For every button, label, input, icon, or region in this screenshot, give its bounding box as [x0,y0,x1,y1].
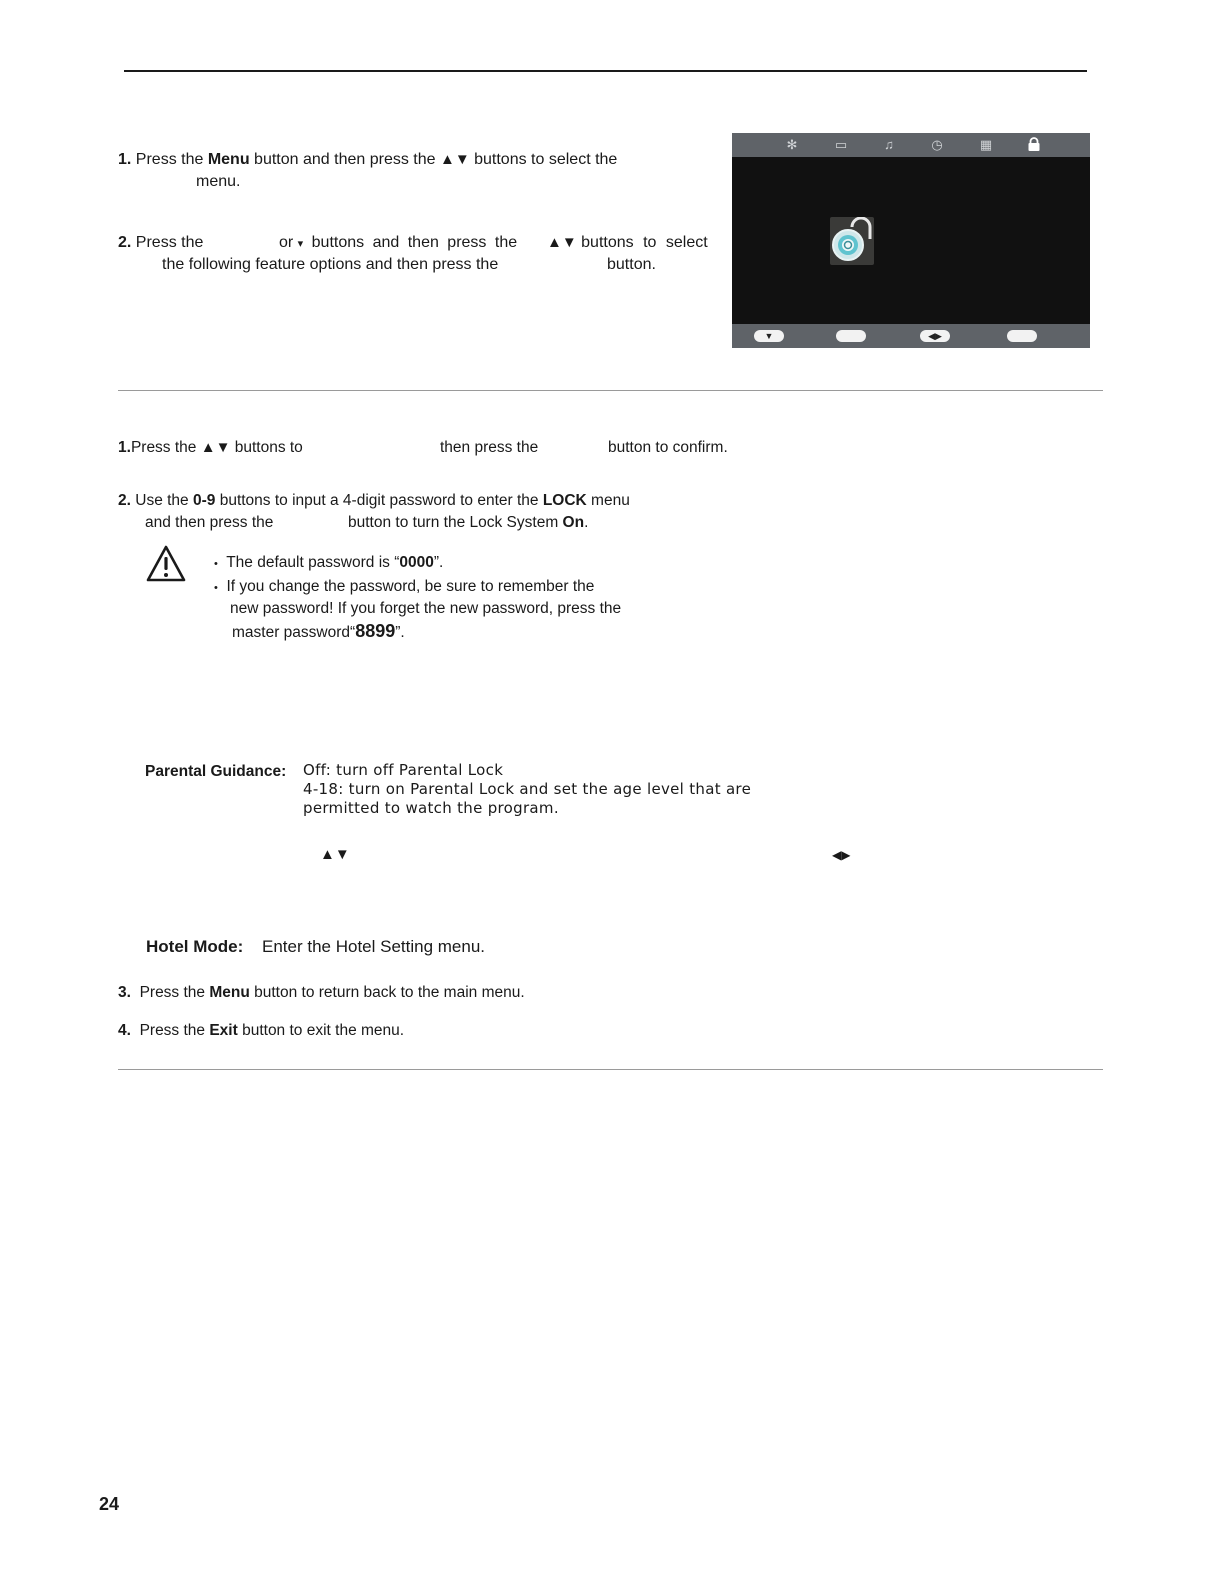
step-1-intro: 1. Press the Menu button and then press the ▲▼ buttons to select the [118,151,618,168]
note-default-password: • The default password is “0000”. [214,554,444,571]
step-2-intro-line2: the following feature options and then press the [162,256,499,273]
step-2-intro: 2. Press the [118,234,204,251]
parental-guidance-label: Parental Guidance: [145,763,287,780]
tv-menu-hint-bar [732,324,1090,348]
clock-icon: ◷ [931,137,943,152]
lock-step-4: 4. Press the Exit button to exit the menu. [118,1022,405,1039]
step-2-intro-end: ▲▼ buttons to select [547,234,708,251]
section-divider-1 [118,390,1103,391]
music-icon: ♫ [884,137,894,152]
note-master-password: master password“8899”. [232,621,405,641]
lock-step-2-line2: and then press the [145,514,274,531]
up-down-arrows: ▲▼ [320,846,350,863]
padlock-image [830,217,874,265]
top-rule [124,70,1087,72]
hotel-mode-label: Hotel Mode: [146,937,244,956]
warning-icon [145,544,187,584]
lock-step-3: 3. Press the Menu button to return back to the main menu. [118,984,525,1001]
lock-step-2: 2. Use the 0-9 buttons to input a 4-digit password to enter the LOCK menu [118,492,630,509]
hint-pill-4 [1007,330,1037,342]
grid-icon: ▦ [979,137,993,152]
monitor-icon: ▭ [834,137,848,152]
tv-lock-menu-screenshot [732,133,1090,348]
step-2-intro-mid: or ▾ buttons and then press the [279,234,518,251]
section-divider-2 [118,1069,1103,1070]
left-right-arrows: ◀▶ [832,848,851,862]
step-2-intro-line2-end: button. [607,256,656,273]
note-change-password-line2: new password! If you forget the new password, press the [230,600,622,617]
lock-icon [1026,137,1042,153]
page-number: 24 [99,1494,120,1514]
tv-menu-icon-bar [732,133,1090,157]
note-change-password: • If you change the password, be sure to remember the [214,578,595,595]
hint-pill-2 [836,330,866,342]
lock-step-2-line2-end: button to turn the Lock System On. [348,514,589,531]
warning-triangle-icon [145,544,187,584]
parental-guidance-off: Off: turn off Parental Lock [303,761,504,779]
lock-step-1-end: button to confirm. [608,439,728,456]
parental-guidance-age-line2: permitted to watch the program. [303,799,559,817]
hint-pill-down: ▼ [754,330,784,342]
lock-step-1-mid: then press the [440,439,539,456]
step-1-intro-line2: menu. [196,173,241,190]
parental-guidance-age: 4-18: turn on Parental Lock and set the age level that are [303,780,752,798]
lock-icon-shape [1027,137,1041,152]
hotel-mode-text: Enter the Hotel Setting menu. [262,937,486,956]
padlock-icon [830,217,874,265]
hint-pill-left-right: ◀▶ [920,330,950,342]
gear-icon: ✻ [786,137,798,152]
lock-step-1: 1.Press the ▲▼ buttons to [118,439,303,456]
